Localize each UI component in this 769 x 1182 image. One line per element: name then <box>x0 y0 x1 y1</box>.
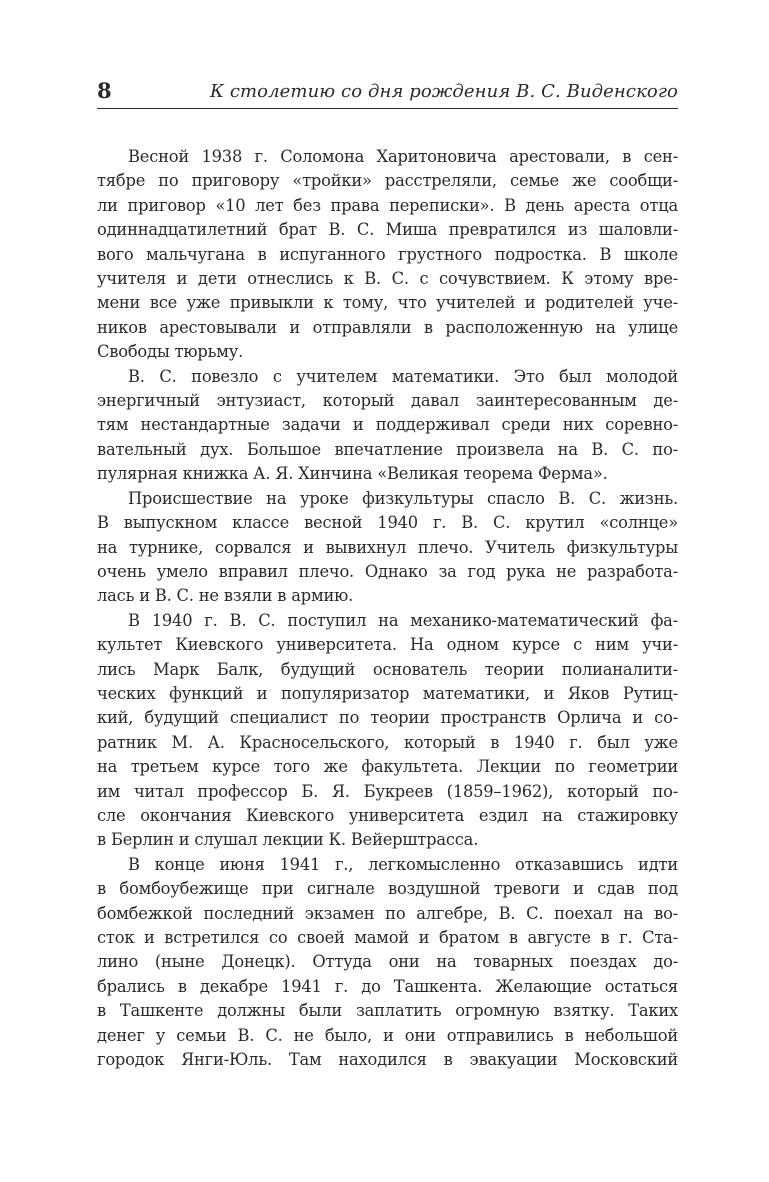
text-line: бомбежкой последний экзамен по алгебре, В. С. поехал на во- <box>97 903 678 923</box>
text-line: очень умело вправил плечо. Однако за год рука не разработа- <box>97 561 678 581</box>
page-number: 8 <box>97 78 112 103</box>
text-line: тябре по приговору «тройки» расстреляли, семье же сообщи- <box>97 171 678 191</box>
text-line: городок Янги-Юль. Там находился в эвакуации Московский <box>97 1050 678 1070</box>
text-line: им читал профессор Б. Я. Букреев (1859–1962), который по- <box>97 781 678 801</box>
text-line: на третьем курсе того же факультета. Лекции по геометрии <box>97 757 678 777</box>
text-line: В 1940 г. В. С. поступил на механико-математический фа- <box>128 610 678 630</box>
text-line: В конце июня 1941 г., легкомысленно отказавшись идти <box>128 854 678 874</box>
text-line: Свободы тюрьму. <box>97 342 244 362</box>
text-line: вого мальчугана в испуганного грустного подростка. В школе <box>97 244 678 264</box>
text-line: сле окончания Киевского университета ездил на стажировку <box>97 805 678 825</box>
text-line: кий, будущий специалист по теории пространств Орлича и со- <box>97 708 678 728</box>
text-line: одиннадцатилетний брат В. С. Миша превратился из шаловли- <box>97 220 678 240</box>
text-line: брались в декабре 1941 г. до Ташкента. Желающие остаться <box>97 976 678 996</box>
text-line: ратник М. А. Красносельского, который в 1940 г. был уже <box>97 732 678 752</box>
text-line: пулярная книжка А. Я. Хинчина «Великая теорема Ферма». <box>97 464 608 484</box>
book-page <box>97 76 678 1136</box>
text-line: сток и встретился со своей мамой и братом в августе в г. Ста- <box>97 928 678 947</box>
text-line: ческих функций и популяризатор математики, и Яков Рутиц- <box>97 683 678 703</box>
text-line: денег у семьи В. С. не было, и они отправились в небольшой <box>97 1025 678 1045</box>
text-line: в бомбоубежище при сигнале воздушной тревоги и сдав под <box>97 879 678 899</box>
text-line: ников арестовывали и отправляли в расположенную на улице <box>97 317 678 337</box>
page-header <box>97 76 678 109</box>
paragraph <box>97 365 678 487</box>
text-line: учителя и дети отнеслись к В. С. с сочувствием. К этому вре- <box>97 269 678 289</box>
paragraph <box>97 487 678 609</box>
text-line: в Ташкенте должны были заплатить огромную взятку. Таких <box>97 1001 678 1021</box>
text-line: мени все уже привыкли к тому, что учителей и родителей уче- <box>97 293 678 313</box>
text-line: ли приговор «10 лет без права переписки». В день ареста отца <box>97 195 678 215</box>
text-line: лись Марк Балк, будущий основатель теории полианалити- <box>97 659 678 679</box>
text-line: Происшествие на уроке физкультуры спасло В. С. жизнь. <box>128 488 678 508</box>
paragraph <box>97 853 678 1073</box>
paragraph <box>97 145 678 365</box>
paragraph <box>97 609 678 853</box>
text-line: В. С. повезло с учителем математики. Это был молодой <box>128 366 678 386</box>
text-line: В выпускном классе весной 1940 г. В. С. крутил «солнце» <box>97 513 678 533</box>
running-title: К столетию со дня рождения В. С. Виденского <box>209 81 678 102</box>
text-line: лась и В. С. не взяли в армию. <box>97 586 354 606</box>
text-line: Весной 1938 г. Соломона Харитоновича арестовали, в сен- <box>128 147 678 166</box>
text-line: на турнике, сорвался и вывихнул плечо. Учитель физкультуры <box>97 537 678 557</box>
body-text <box>97 145 678 1072</box>
text-line: вательный дух. Большое впечатление произвела на В. С. по- <box>97 439 678 459</box>
text-line: тям нестандартные задачи и поддерживал среди них соревно- <box>97 415 678 435</box>
text-line: лино (ныне Донецк). Оттуда они на товарных поездах до- <box>97 952 678 972</box>
text-line: культет Киевского университета. На одном курсе с ним учи- <box>97 635 678 655</box>
text-line: в Берлин и слушал лекции К. Вейерштрасса. <box>97 830 479 850</box>
text-line: энергичный энтузиаст, который давал заинтересованным де- <box>97 391 678 411</box>
